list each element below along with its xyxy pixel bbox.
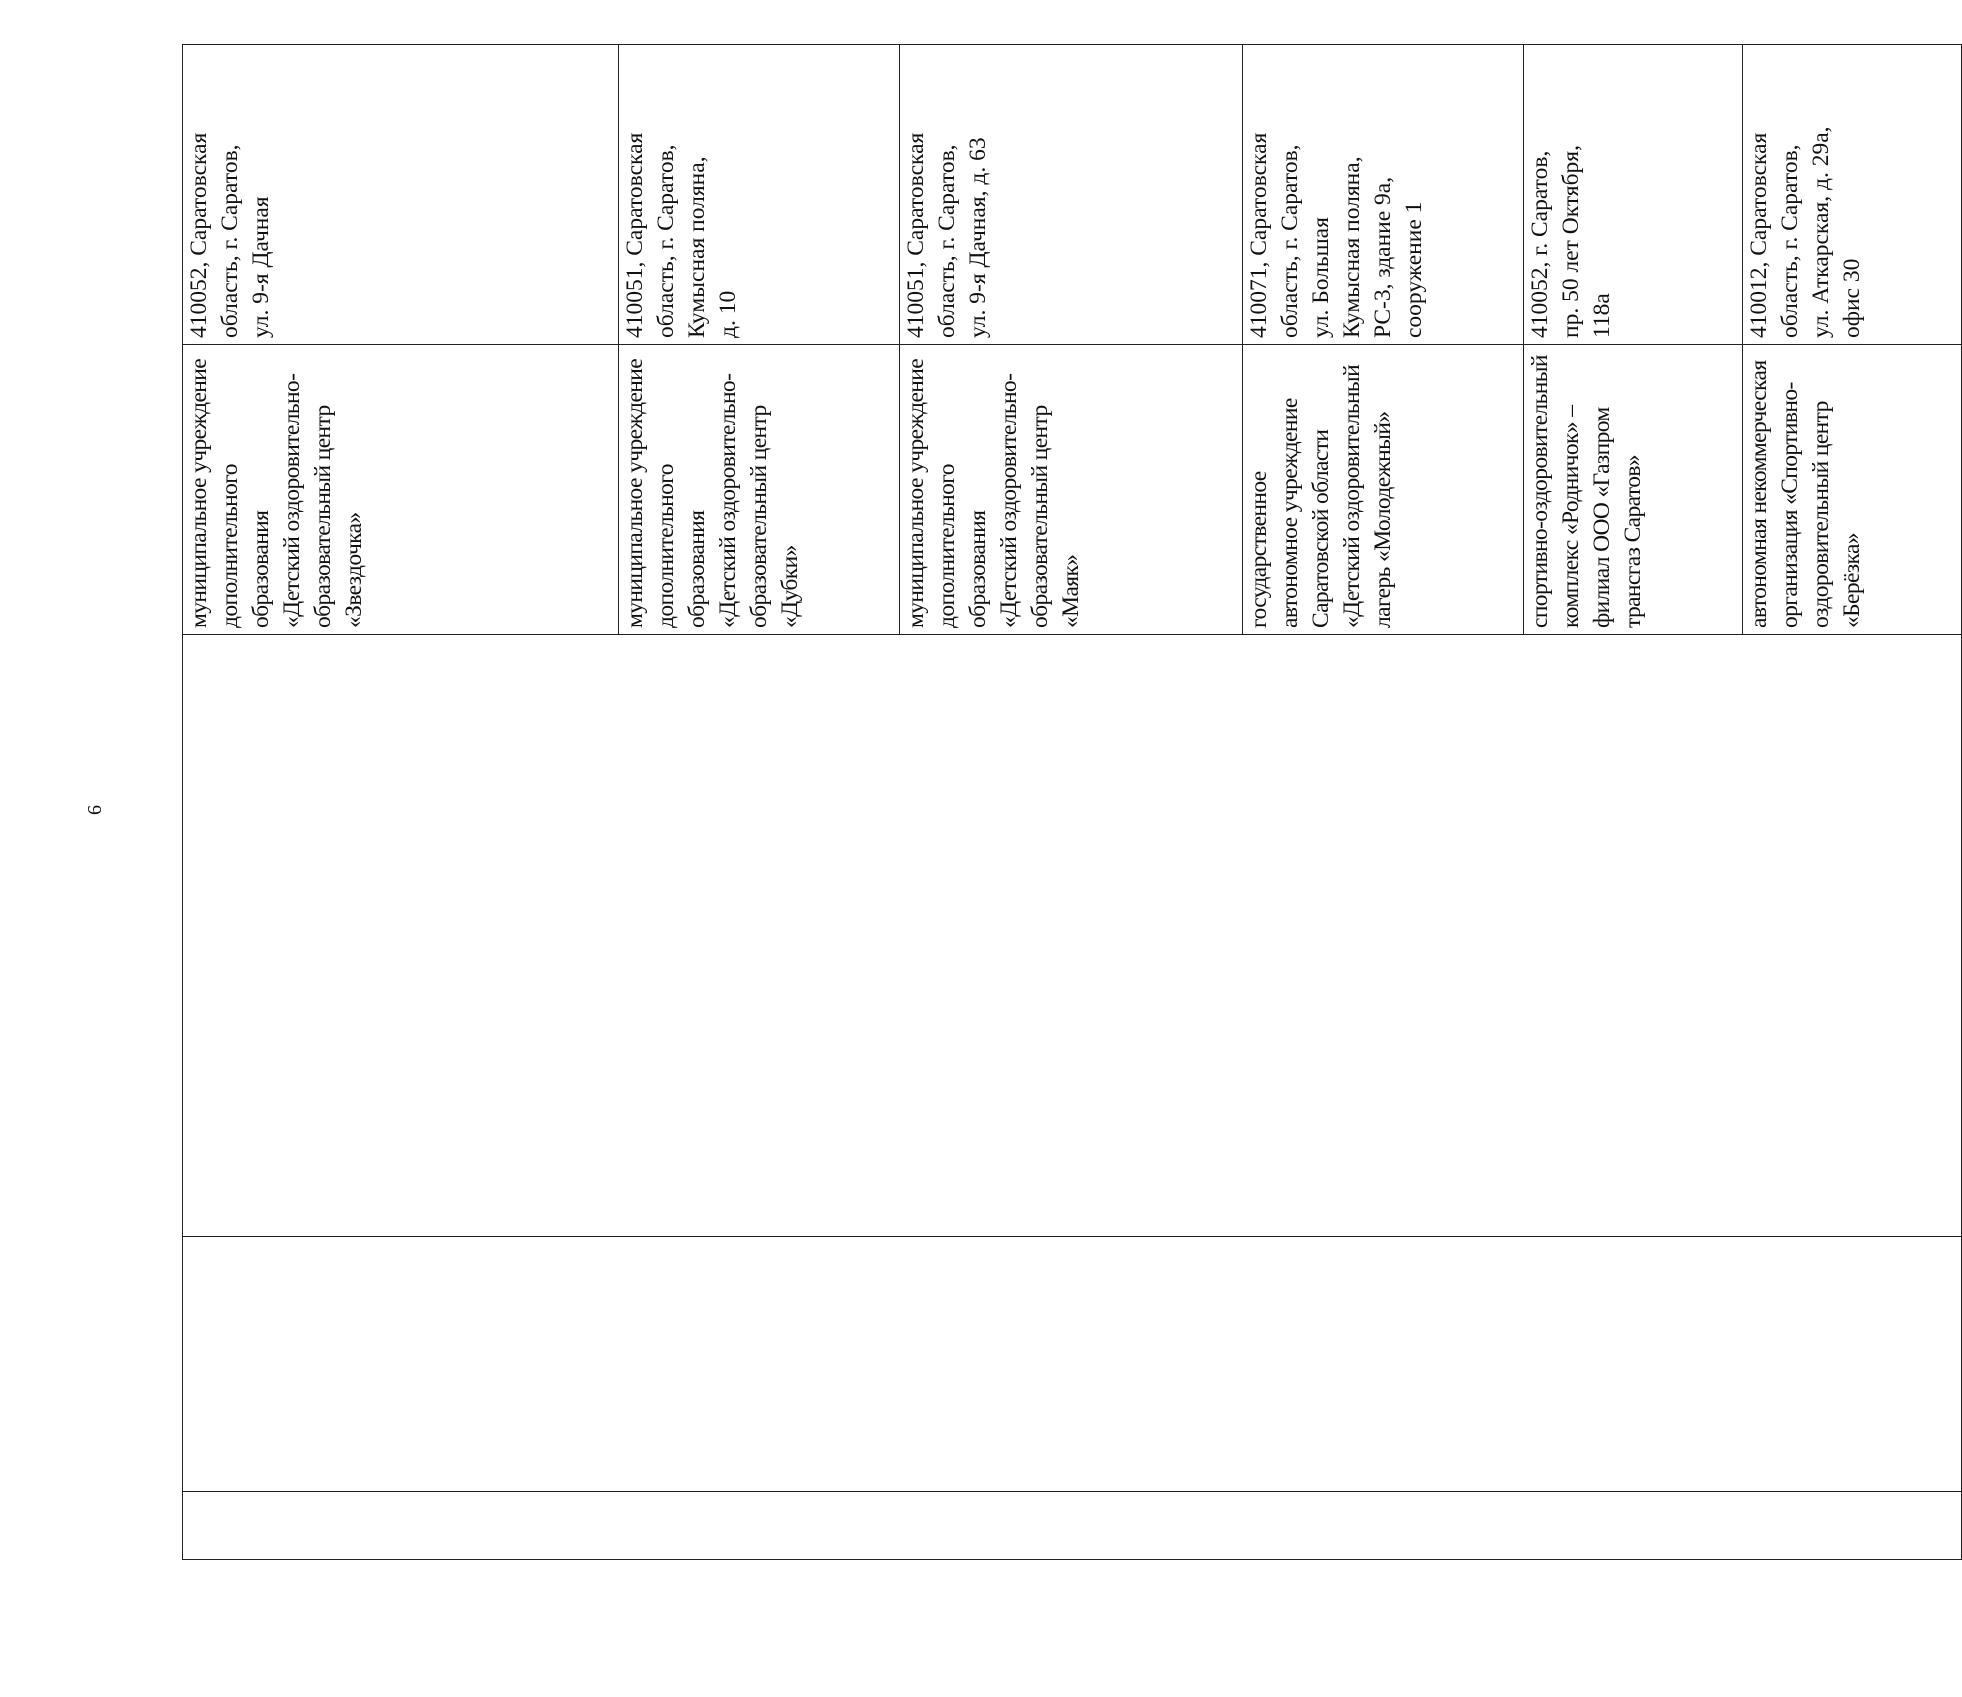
district-cell [183,1237,1962,1492]
category-cell [183,635,1962,1237]
organization-name-cell: муниципальное учреждение дополнительного образования «Детский оздоровительно- образовательный центр «Маяк» [900,345,1243,635]
legal-address-cell: 410051, Саратовская область, г. Саратов, Кумысная поляна, д. 10 [619,45,900,345]
organization-name-cell: государственное автономное учреждение Саратовской области «Детский оздоровительный лагерь «Молодежный» [1243,345,1524,635]
page-number: 6 [84,805,106,815]
organization-name-cell: муниципальное учреждение дополнительного образования «Детский оздоровительно- образовательный центр «Звездочка» [183,345,619,635]
organizations-table [182,44,1962,1560]
table-row [183,45,619,1560]
legal-address-cell: 410051, Саратовская область, г. Саратов, ул. 9-я Дачная, д. 63 [900,45,1243,345]
organization-name-cell: муниципальное учреждение дополнительного образования «Детский оздоровительно- образовательный центр «Дубки» [619,345,900,635]
legal-address-cell: 410071, Саратовская область, г. Саратов, ул. Большая Кумысная поляна, РС-3, здание 9а, сооружение 1 [1243,45,1524,345]
organization-name-cell: автономная некоммерческая организация «Спортивно- оздоровительный центр «Берёзка» [1743,345,1962,635]
legal-address-cell: 410012, Саратовская область, г. Саратов, ул. Аткарская, д. 29а, офис 30 [1743,45,1962,345]
organization-name-cell: спортивно-оздоровительный комплекс «Родничок» – филиал ООО «Газпром трансгаз Саратов» [1524,345,1743,635]
legal-address-cell: 410052, Саратовская область, г. Саратов, ул. 9-я Дачная [183,45,619,345]
rotated-table-wrapper [182,45,1865,1560]
legal-address-cell: 410052, г. Саратов, пр. 50 лет Октября, 118а [1524,45,1743,345]
number-cell [183,1492,1962,1560]
